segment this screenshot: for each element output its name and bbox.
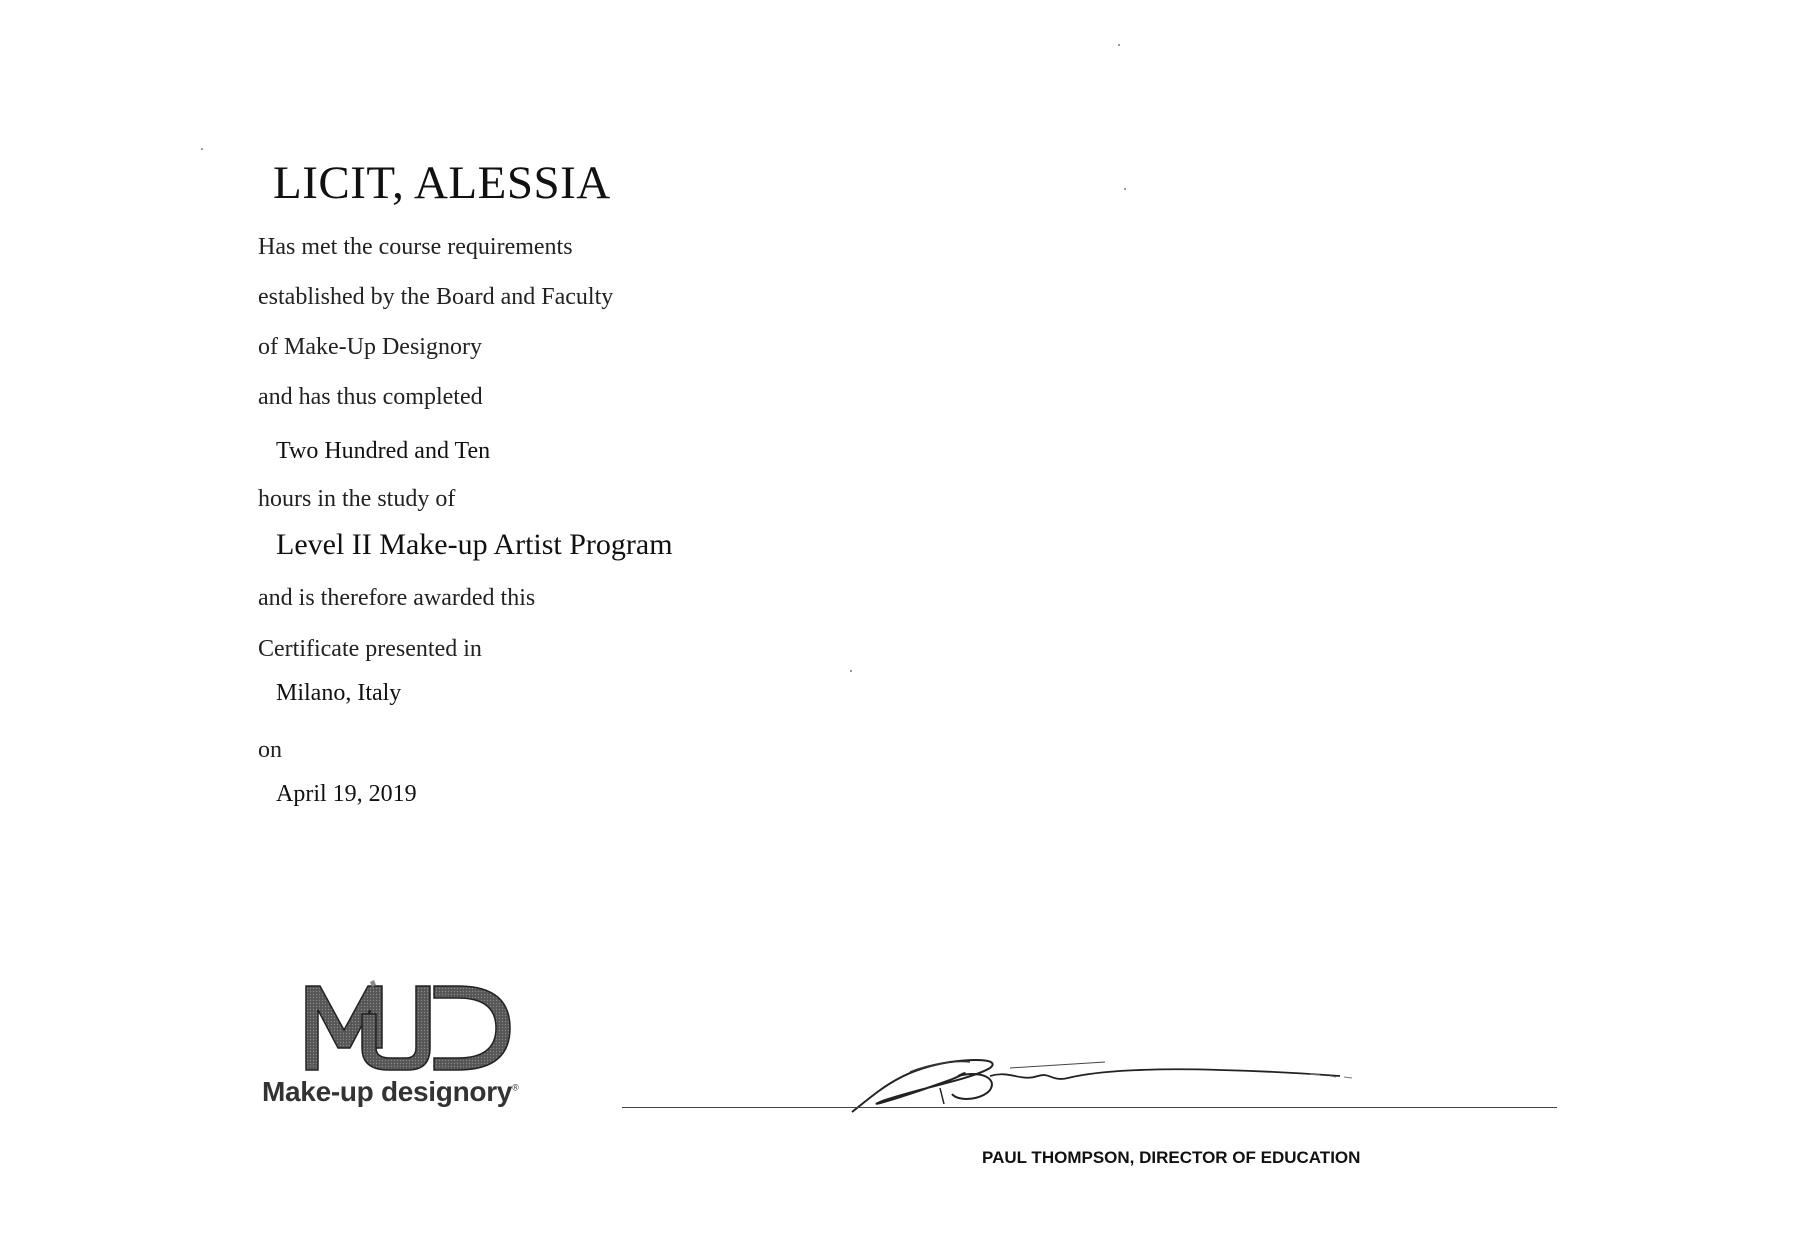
signatory-caption: PAUL THOMPSON, DIRECTOR OF EDUCATION [982,1148,1361,1167]
signature-line [622,1107,1557,1108]
recipient-name: LICIT, ALESSIA [273,157,611,209]
date-value: April 19, 2019 [276,781,417,807]
logo-wordmark: Make-up designory® [262,1076,519,1107]
study-line: hours in the study of [258,486,456,512]
institution-line: of Make-Up Designory [258,334,482,360]
registered-mark: ® [512,1082,519,1093]
scan-speck [850,670,852,672]
on-line: on [258,737,282,763]
location-value: Milano, Italy [276,680,402,706]
board-faculty-line: established by the Board and Faculty [258,284,614,310]
scan-speck [201,148,203,150]
signature-graphic [840,1040,1400,1120]
program-name: Level II Make-up Artist Program [276,528,673,561]
requirements-line: Has met the course requirements [258,234,573,260]
scan-speck [1118,44,1120,46]
hours-value: Two Hundred and Ten [276,438,491,464]
completed-line: and has thus completed [258,384,483,410]
scan-speck [1124,188,1126,190]
presented-line: Certificate presented in [258,636,482,662]
mud-logo-mark-icon [258,978,518,1078]
awarded-line: and is therefore awarded this [258,585,536,611]
